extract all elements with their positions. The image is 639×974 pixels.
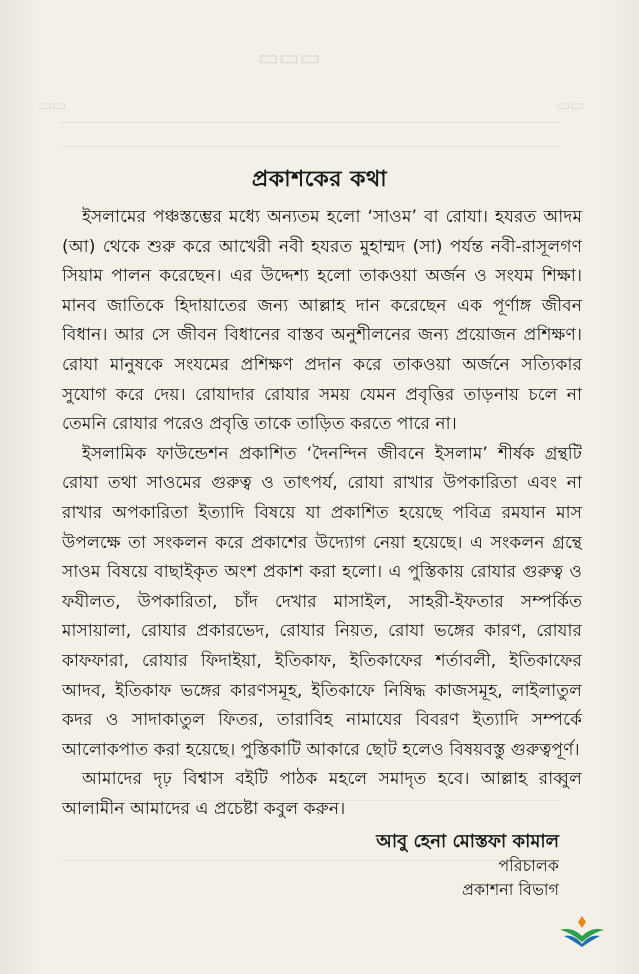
signature-block: [376, 830, 559, 902]
signatory-name: আবু হেনা মোস্তফা কামাল: [376, 831, 559, 852]
signatory-designation: পরিচালক: [498, 856, 559, 875]
paragraph: আমাদের দৃঢ় বিশ্বাস বইটি পাঠক মহলে সমাদৃত হবে। আল্লাহ রাব্বুল আলামীন আমাদের এ প্রচেষ্টা কবুল করুন।: [62, 769, 582, 819]
signatory-department: প্রকাশনা বিভাগ: [461, 880, 559, 899]
paragraph: ইসলামিক ফাউন্ডেশন প্রকাশিত ‘দৈনন্দিন জীবনে ইসলাম’ শীর্ষক গ্রন্থটি রোযা তথা সাওমের গুরুত্ব ও তাৎপর্য, রোযা রাখার উপকারিতা এবং না রাখার অপকারিতা ইত্যাদি বিষয়ে যা প্রকাশিত হয়েছে পবিত্র রমযান মাস উপলক্ষে তা সংকলন করে প্রকাশের উদ্যোগ নেয়া হয়েছে। এ সংকলন গ্রন্থে সাওম বিষয়ে বাছাইকৃত অংশ প্রকাশ করা হলো। এ পুস্তিকায় রোযার গুরুত্ব ও ফযীলত, উপকারিতা, চাঁদ দেখার মাসাইল, সাহরী-ইফতার সম্পর্কিত মাসায়ালা, রোযার প্রকারভেদ, রোযার নিয়ত, রোযা ভঙ্গের কারণ, রোযার কাফফারা, রোযার ফিদাইয়া, ইতিকাফ, ইতিকাফের শর্তাবলী, ইতিকাফের আদব, ইতিকাফ ভঙ্গের কারণসমূহ, ইতিকাফে নিষিদ্ধ কাজসমূহ, লাইলাতুল কদর ও সাদাকাতুল ফিতর, তারাবিহ নামাযের বিবরণ ইত্যাদি সম্পর্কে আলোকপাত করা হয়েছে। পুস্তিকাটি আকারে ছোট হলেও বিষয়বস্তু গুরুত্বপূর্ণ।: [62, 443, 582, 760]
page-title: প্রকাশকের কথা: [251, 167, 388, 192]
body-text: [62, 203, 582, 824]
publisher-logo-icon: [556, 914, 608, 948]
paragraph: ইসলামের পঞ্চস্তম্ভের মধ্যে অন্যতম হলো ‘সাওম’ বা রোযা। হযরত আদম (আ) থেকে শুরু করে আখেরী নবী হযরত মুহাম্মদ (সা) পর্যন্ত নবী-রাসূলগণ সিয়াম পালন করেছেন। এর উদ্দেশ্য হলো তাকওয়া অর্জন ও সংযম শিক্ষা। মানব জাতিকে হিদায়াতের জন্য আল্লাহ দান করেছেন এক পূর্ণাঙ্গ জীবন বিধান। আর সে জীবন বিধানের বাস্তব অনুশীলনের জন্য প্রয়োজন প্রশিক্ষণ। রোযা মানুষকে সংযমের প্রশিক্ষণ প্রদান করে তাকওয়া অর্জনে সত্যিকার সুযোগ করে দেয়। রোযাদার রোযার সময় যেমন প্রবৃত্তির তাড়নায় চলে না তেমনি রোযার পরেও প্রবৃত্তি তাকে তাড়িত করতে পারে না।: [62, 207, 582, 435]
book-page: ▭▭▭ ▭▭ ▭▭ প্রকাশকের কথা ইসলামের পঞ্চস্তম্ভের মধ্যে অন্যতম হলো ‘সাওম’ বা রোযা। হযরত আদম (আ) থেকে শুরু করে আখেরী নবী হযরত মুহাম্মদ (সা) পর্যন্ত নবী-রাসূলগণ সিয়াম পালন করেছেন। এর উদ্দেশ্য হলো তাকওয়া অর্জন ও সংযম শিক্ষা। মানব জাতিকে হিদায়াতের জন্য আল্লাহ দান করেছেন এক পূর্ণাঙ্গ জীবন বিধান। আর সে জীবন বিধানের বাস্তব অনুশীলনের জন্য প্রয়োজন প্রশিক্ষণ। রোযা মানুষকে সংযমের প্রশিক্ষণ প্রদান করে তাকওয়া অর্জনে সত্যিকার সুযোগ করে দেয়। রোযাদার রোযার সময় যেমন প্রবৃত্তির তাড়নায় চলে না তেমনি রোযার পরেও প্রবৃত্তি তাকে তাড়িত করতে পারে না। ইসলামিক ফাউন্ডেশন প্রকাশিত ‘দৈনন্দিন জীবনে ইসলাম’ শীর্ষক গ্রন্থটি রোযা তথা সাওমের গুরুত্ব ও তাৎপর্য, রোযা রাখার উপকারিতা এবং না রাখার অপকারিতা ইত্যাদি বিষয়ে যা প্রকাশিত হয়েছে পবিত্র রমযান মাস উপলক্ষে তা সংকলন করে প্রকাশের উদ্যোগ নেয়া হয়েছে। এ সংকলন গ্রন্থে সাওম বিষয়ে বাছাইকৃত অংশ প্রকাশ করা হলো। এ পুস্তিকায় রোযার গুরুত্ব ও ফযীলত, উপকারিতা, চাঁদ দেখার মাসাইল, সাহরী-ইফতার সম্পর্কিত মাসায়ালা, রোযার প্রকারভেদ, রোযার নিয়ত, রোযা ভঙ্গের কারণ, রোযার কাফফারা, রোযার ফিদাইয়া, ইতিকাফ, ইতিকাফের শর্তাবলী, ইতিকাফের আদব, ইতিকাফ ভঙ্গের কারণসমূহ, ইতিকাফে নিষিদ্ধ কাজসমূহ, লাইলাতুল কদর ও সাদাকাতুল ফিতর, তারাবিহ নামাযের বিবরণ ইত্যাদি সম্পর্কে আলোকপাত করা হয়েছে। পুস্তিকাটি আকারে ছোট হলেও বিষয়বস্তু গুরুত্বপূর্ণ। আমাদের দৃঢ় বিশ্বাস বইটি পাঠক মহলে সমাদৃত হবে। আল্লাহ রাব্বুল আলামীন আমাদের এ প্রচেষ্টা কবুল করুন। আবু হেনা মোস্তফা কামাল পরিচালক প্রকাশনা বিভাগ: [0, 0, 639, 974]
